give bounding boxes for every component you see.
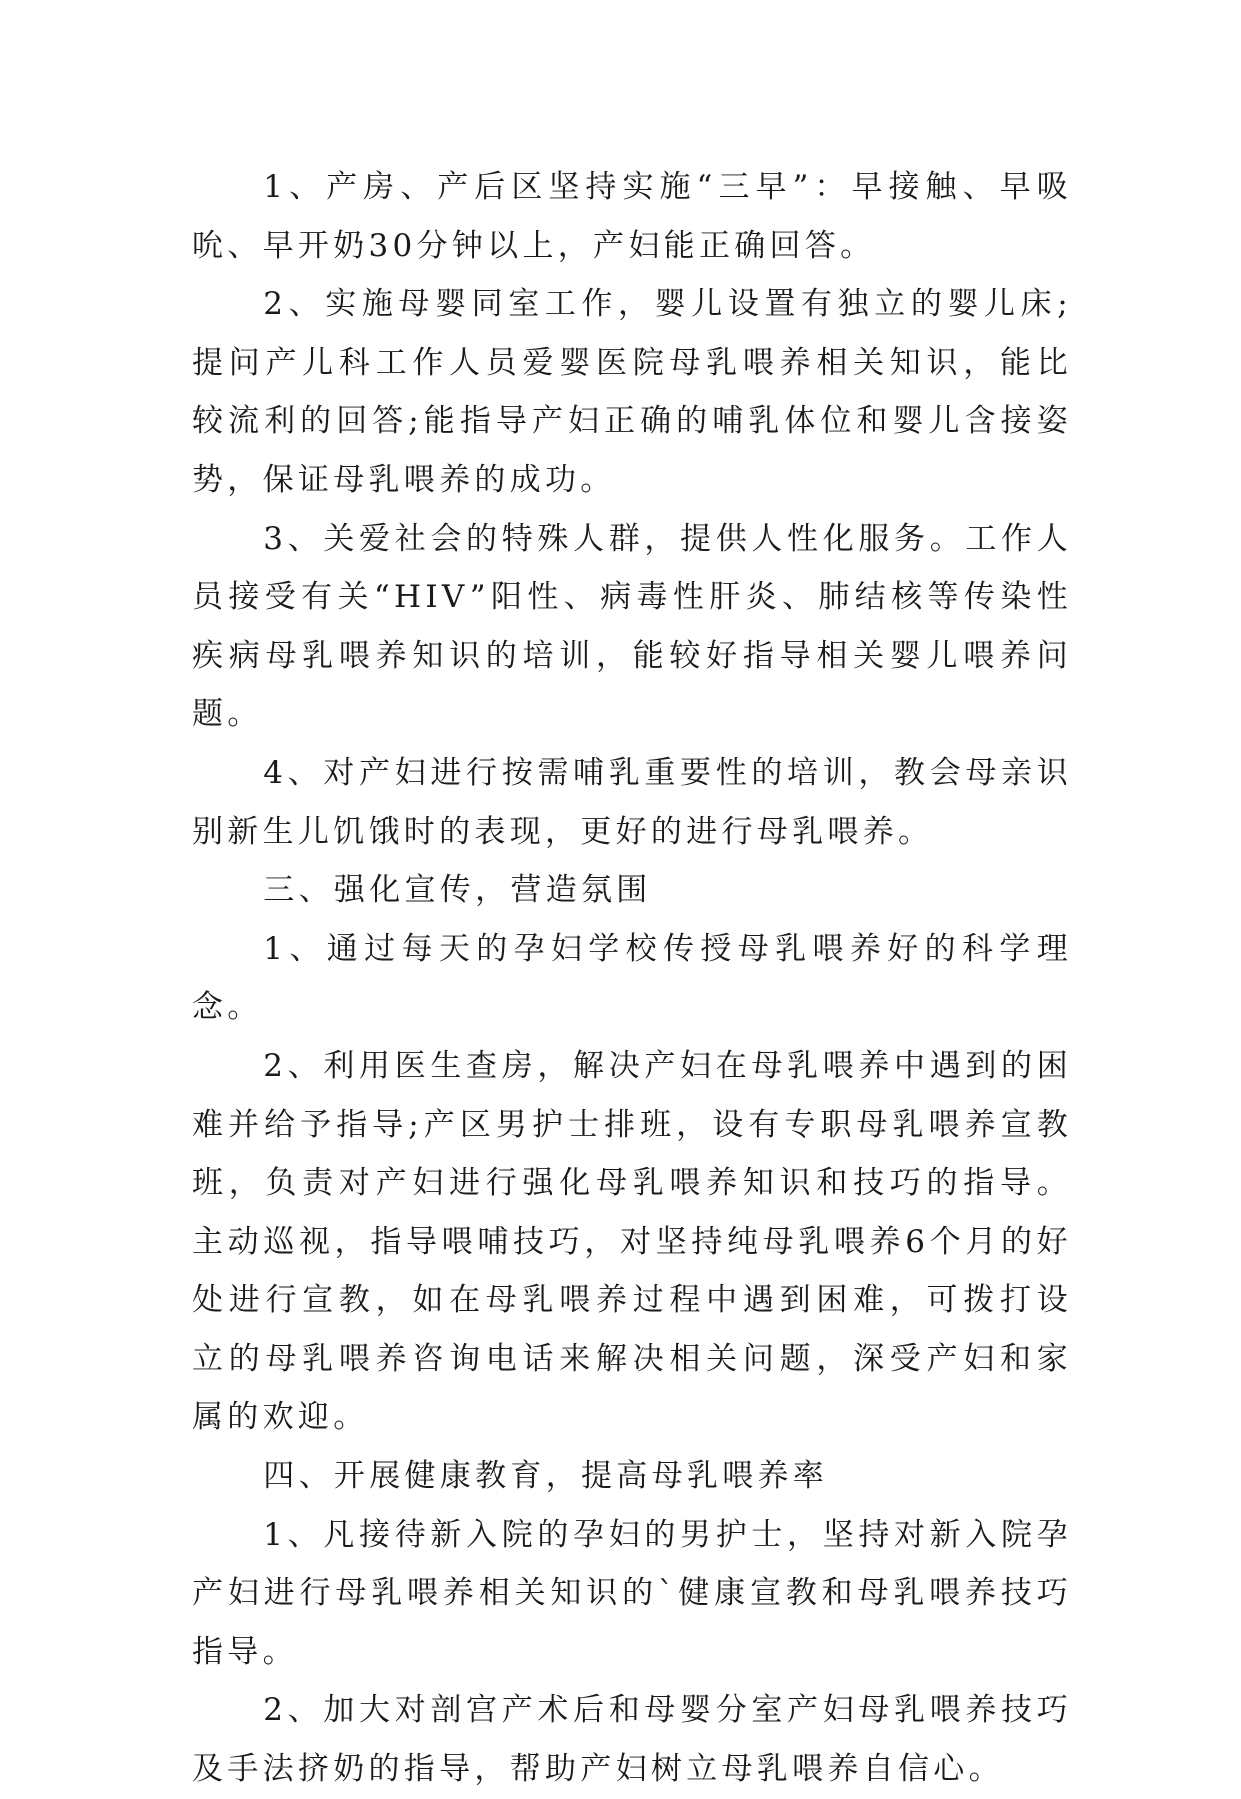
- section-heading-3: 三、强化宣传，营造氛围: [263, 872, 652, 909]
- paragraph-1: 1、产房、产后区坚持实施“三早”：早接触、早吸吮、早开奶30分钟以上，产妇能正确回答。: [192, 169, 1072, 264]
- paragraph-5: 1、通过每天的孕妇学校传授母乳喂养好的科学理念。: [192, 930, 1072, 1026]
- paragraph-6: 2、利用医生查房，解决产妇在母乳喂养中遇到的困难并给予指导;产区男护士排班，设有专职母乳喂养宣教班，负责对产妇进行强化母乳喂养知识和技巧的指导。主动巡视，指导喂哺技巧，对坚持纯母乳喂养6个月的好处进行宣教，如在母乳喂养过程中遇到困难，可拨打设立的母乳喂养咨询电话来解决相关问题，深受产妇和家属的欢迎。: [192, 1047, 1072, 1436]
- paragraph-4: 4、对产妇进行按需哺乳重要性的培训，教会母亲识别新生儿饥饿时的表现，更好的进行母乳喂养。: [192, 754, 1072, 850]
- paragraph-8: 2、加大对剖宫产术后和母婴分室产妇母乳喂养技巧及手法挤奶的指导，帮助产妇树立母乳喂养自信心。: [192, 1692, 1072, 1788]
- paragraph-7: 1、凡接待新入院的孕妇的男护士，坚持对新入院孕产妇进行母乳喂养相关知识的`健康宣教和母乳喂养技巧指导。: [192, 1516, 1072, 1670]
- document-body: [192, 158, 1072, 1799]
- section-heading-4: 四、开展健康教育，提高母乳喂养率: [263, 1458, 829, 1495]
- paragraph-3: 3、关爱社会的特殊人群，提供人性化服务。工作人员接受有关“HIV”阳性、病毒性肝炎、肺结核等传染性疾病母乳喂养知识的培训，能较好指导相关婴儿喂养问题。: [192, 520, 1072, 733]
- paragraph-2: 2、实施母婴同室工作，婴儿设置有独立的婴儿床;提问产儿科工作人员爱婴医院母乳喂养相关知识，能比较流利的回答;能指导产妇正确的哺乳体位和婴儿含接姿势，保证母乳喂养的成功。: [192, 286, 1072, 498]
